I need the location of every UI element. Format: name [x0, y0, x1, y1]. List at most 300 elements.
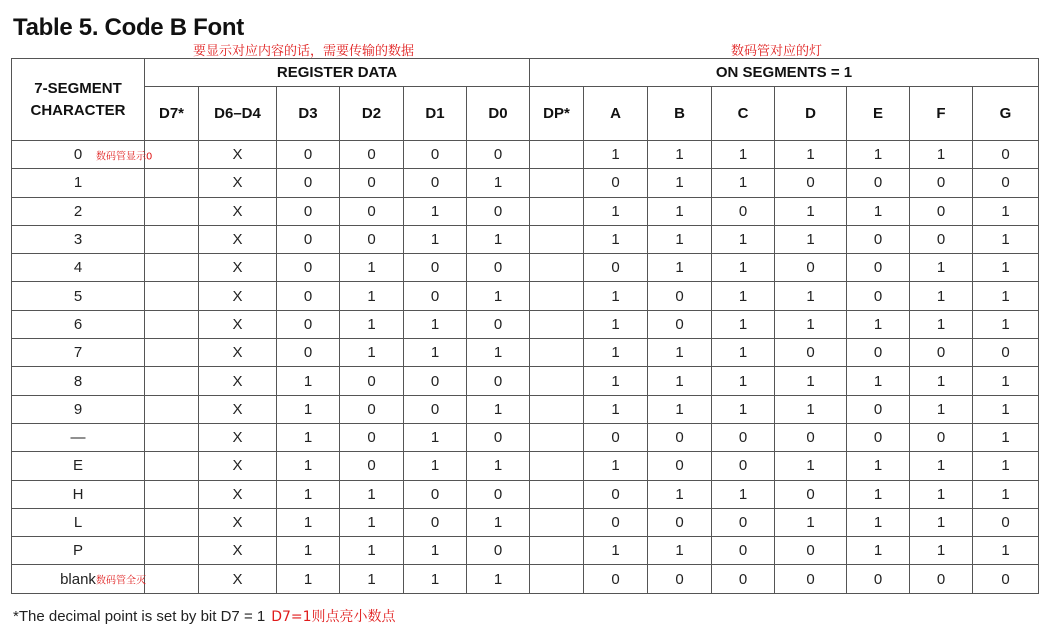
- data-cell: 0: [404, 282, 467, 310]
- data-cell: 1: [910, 480, 973, 508]
- data-cell: 0: [340, 367, 404, 395]
- character-header-line1: 7-SEGMENT: [34, 79, 122, 97]
- data-cell: [530, 197, 584, 225]
- data-cell: 1: [973, 254, 1039, 282]
- data-cell: 0: [847, 423, 910, 451]
- data-cell: [530, 537, 584, 565]
- data-cell: 0: [404, 141, 467, 169]
- data-cell: 0: [847, 282, 910, 310]
- data-cell: 1: [584, 395, 648, 423]
- data-cell: 0: [648, 423, 712, 451]
- data-cell: 0: [775, 565, 847, 593]
- character-cell: [12, 452, 145, 480]
- data-cell: [530, 254, 584, 282]
- data-cell: 1: [910, 310, 973, 338]
- data-cell: X: [199, 339, 277, 367]
- character-cell: [12, 508, 145, 536]
- column-header: A: [584, 87, 648, 141]
- character-value: E: [72, 457, 83, 475]
- table-row: [12, 169, 1039, 197]
- character-value: P: [72, 542, 83, 560]
- data-cell: 0: [277, 254, 340, 282]
- data-cell: 0: [584, 254, 648, 282]
- data-cell: X: [199, 452, 277, 480]
- data-cell: [530, 282, 584, 310]
- data-cell: 1: [973, 423, 1039, 451]
- data-cell: 1: [340, 480, 404, 508]
- data-cell: 1: [277, 537, 340, 565]
- data-cell: 0: [775, 254, 847, 282]
- data-cell: 1: [340, 565, 404, 593]
- character-cell: [12, 282, 145, 310]
- data-cell: 0: [467, 537, 530, 565]
- data-cell: 0: [648, 565, 712, 593]
- data-cell: 0: [404, 480, 467, 508]
- table-row: [12, 452, 1039, 480]
- footnote-annotation: D7=1则点亮小数点: [271, 609, 396, 625]
- data-cell: [145, 508, 199, 536]
- data-cell: 0: [847, 225, 910, 253]
- data-cell: 1: [277, 367, 340, 395]
- character-cell: [12, 565, 145, 593]
- character-header-line2: CHARACTER: [30, 101, 126, 119]
- character-cell: [12, 367, 145, 395]
- data-cell: 1: [910, 254, 973, 282]
- table-row: [12, 537, 1039, 565]
- data-cell: 0: [910, 565, 973, 593]
- character-value: H: [72, 485, 84, 503]
- data-cell: X: [199, 537, 277, 565]
- data-cell: [145, 395, 199, 423]
- data-cell: [530, 169, 584, 197]
- data-cell: 1: [467, 339, 530, 367]
- data-cell: 1: [277, 508, 340, 536]
- data-cell: 0: [340, 225, 404, 253]
- data-cell: 1: [712, 282, 775, 310]
- data-cell: 1: [910, 452, 973, 480]
- column-header: D1: [404, 87, 467, 141]
- data-cell: 0: [584, 565, 648, 593]
- data-cell: 0: [340, 169, 404, 197]
- table-row: [12, 480, 1039, 508]
- character-cell: [12, 537, 145, 565]
- data-cell: X: [199, 423, 277, 451]
- segments-annotation: 数码管对应的灯: [731, 44, 823, 59]
- data-cell: 1: [847, 452, 910, 480]
- character-value: 0: [73, 146, 83, 164]
- data-cell: 1: [910, 395, 973, 423]
- data-cell: [145, 339, 199, 367]
- data-cell: 0: [648, 452, 712, 480]
- data-cell: 1: [648, 395, 712, 423]
- character-value: 9: [73, 400, 83, 418]
- data-cell: 1: [404, 225, 467, 253]
- data-cell: [530, 310, 584, 338]
- data-cell: 0: [648, 508, 712, 536]
- data-cell: [145, 565, 199, 593]
- data-cell: 1: [340, 508, 404, 536]
- data-cell: 0: [712, 452, 775, 480]
- character-cell: [12, 141, 153, 169]
- data-cell: 0: [775, 339, 847, 367]
- character-value: 6: [73, 315, 83, 333]
- data-cell: [145, 254, 199, 282]
- data-cell: X: [199, 254, 277, 282]
- character-value: —: [70, 429, 86, 447]
- data-cell: 1: [910, 367, 973, 395]
- data-cell: [530, 508, 584, 536]
- data-cell: 0: [404, 169, 467, 197]
- character-cell: [12, 310, 145, 338]
- character-value: 5: [73, 287, 83, 305]
- data-cell: [145, 197, 199, 225]
- character-header: [12, 59, 145, 141]
- data-cell: 1: [847, 367, 910, 395]
- data-cell: 1: [910, 537, 973, 565]
- data-cell: 0: [277, 225, 340, 253]
- data-cell: 0: [973, 565, 1039, 593]
- data-cell: 1: [775, 367, 847, 395]
- character-cell: [12, 254, 145, 282]
- data-cell: 0: [712, 537, 775, 565]
- data-cell: 1: [277, 480, 340, 508]
- data-cell: 1: [847, 537, 910, 565]
- data-cell: 1: [340, 310, 404, 338]
- table-body: [12, 141, 1039, 594]
- character-cell: [12, 395, 145, 423]
- data-cell: 0: [404, 508, 467, 536]
- data-cell: 0: [910, 225, 973, 253]
- data-cell: 1: [847, 197, 910, 225]
- data-cell: 0: [277, 169, 340, 197]
- data-cell: [145, 537, 199, 565]
- data-cell: [145, 367, 199, 395]
- data-cell: 0: [712, 423, 775, 451]
- data-cell: 0: [467, 141, 530, 169]
- data-cell: 1: [973, 282, 1039, 310]
- column-header: D2: [340, 87, 404, 141]
- data-cell: 1: [277, 423, 340, 451]
- data-cell: [145, 225, 199, 253]
- data-cell: 0: [910, 339, 973, 367]
- data-cell: 1: [712, 480, 775, 508]
- data-cell: 1: [910, 508, 973, 536]
- data-cell: 1: [584, 537, 648, 565]
- data-cell: 0: [467, 367, 530, 395]
- column-header: DP*: [530, 87, 584, 141]
- column-header: B: [648, 87, 712, 141]
- character-value: 8: [73, 372, 83, 390]
- data-cell: 1: [712, 339, 775, 367]
- data-cell: 0: [404, 254, 467, 282]
- data-cell: [530, 565, 584, 593]
- data-cell: 1: [775, 395, 847, 423]
- data-cell: 0: [340, 452, 404, 480]
- data-cell: 1: [404, 565, 467, 593]
- data-cell: 0: [277, 310, 340, 338]
- table-row: [12, 395, 1039, 423]
- data-cell: 1: [584, 141, 648, 169]
- data-cell: X: [199, 367, 277, 395]
- table-row: [12, 225, 1039, 253]
- column-header: G: [973, 87, 1039, 141]
- data-cell: 1: [404, 310, 467, 338]
- data-cell: 1: [648, 254, 712, 282]
- data-cell: 0: [910, 197, 973, 225]
- data-cell: 0: [775, 480, 847, 508]
- data-cell: 1: [404, 537, 467, 565]
- data-cell: 1: [973, 452, 1039, 480]
- table-row: [12, 310, 1039, 338]
- data-cell: 0: [648, 310, 712, 338]
- data-cell: 0: [775, 169, 847, 197]
- data-cell: [145, 423, 199, 451]
- data-cell: 1: [712, 141, 775, 169]
- data-cell: 0: [775, 537, 847, 565]
- footnote-text: *The decimal point is set by bit D7 = 1: [13, 608, 266, 625]
- table-row: [12, 141, 1039, 169]
- table-row: [12, 367, 1039, 395]
- footnote: [13, 606, 396, 626]
- data-cell: X: [199, 282, 277, 310]
- data-cell: 1: [712, 225, 775, 253]
- data-cell: 0: [973, 141, 1039, 169]
- data-cell: 0: [847, 339, 910, 367]
- data-cell: 1: [973, 197, 1039, 225]
- data-cell: 1: [277, 452, 340, 480]
- data-cell: 1: [973, 480, 1039, 508]
- data-cell: 1: [648, 141, 712, 169]
- data-cell: 0: [340, 141, 404, 169]
- data-cell: [145, 452, 199, 480]
- character-cell: [12, 339, 145, 367]
- data-cell: 1: [712, 367, 775, 395]
- data-cell: 0: [467, 310, 530, 338]
- data-cell: X: [199, 225, 277, 253]
- data-cell: 1: [775, 141, 847, 169]
- data-cell: 0: [584, 169, 648, 197]
- character-cell: [12, 225, 145, 253]
- data-cell: 1: [584, 367, 648, 395]
- data-cell: 1: [584, 197, 648, 225]
- column-header: E: [847, 87, 910, 141]
- data-cell: 1: [648, 197, 712, 225]
- data-cell: 1: [584, 310, 648, 338]
- data-cell: X: [199, 395, 277, 423]
- data-cell: 1: [467, 395, 530, 423]
- data-cell: 0: [277, 197, 340, 225]
- data-cell: [530, 367, 584, 395]
- column-header: D6–D4: [199, 87, 277, 141]
- data-cell: [530, 452, 584, 480]
- data-cell: [145, 141, 199, 169]
- column-header-row: [12, 87, 1039, 141]
- data-cell: 0: [467, 254, 530, 282]
- data-cell: 1: [775, 225, 847, 253]
- column-header: D0: [467, 87, 530, 141]
- table-row: [12, 423, 1039, 451]
- data-cell: 0: [584, 423, 648, 451]
- data-cell: 1: [910, 141, 973, 169]
- data-cell: 0: [584, 480, 648, 508]
- data-cell: 1: [467, 508, 530, 536]
- data-cell: 1: [775, 452, 847, 480]
- data-cell: 1: [584, 452, 648, 480]
- data-cell: 0: [340, 197, 404, 225]
- data-cell: X: [199, 169, 277, 197]
- data-cell: X: [199, 197, 277, 225]
- data-cell: 1: [847, 480, 910, 508]
- data-cell: 1: [973, 367, 1039, 395]
- data-cell: 1: [712, 310, 775, 338]
- data-cell: 1: [648, 480, 712, 508]
- table-row: [12, 339, 1039, 367]
- on-segments-header: ON SEGMENTS = 1: [530, 59, 1039, 87]
- data-cell: 0: [712, 508, 775, 536]
- data-cell: 0: [340, 395, 404, 423]
- data-cell: 1: [973, 310, 1039, 338]
- data-cell: [530, 423, 584, 451]
- column-header: D7*: [145, 87, 199, 141]
- data-cell: 1: [340, 339, 404, 367]
- data-cell: 1: [712, 169, 775, 197]
- data-cell: 1: [584, 339, 648, 367]
- data-cell: 0: [847, 169, 910, 197]
- data-cell: 1: [404, 423, 467, 451]
- data-cell: 0: [973, 508, 1039, 536]
- data-cell: [530, 480, 584, 508]
- data-cell: 1: [584, 282, 648, 310]
- data-cell: 1: [404, 339, 467, 367]
- data-cell: X: [199, 310, 277, 338]
- data-cell: 1: [847, 141, 910, 169]
- data-cell: X: [199, 508, 277, 536]
- data-cell: 1: [340, 537, 404, 565]
- data-cell: 0: [277, 339, 340, 367]
- data-cell: 0: [712, 565, 775, 593]
- table-row: [12, 508, 1039, 536]
- data-cell: 0: [973, 169, 1039, 197]
- data-cell: 1: [775, 310, 847, 338]
- data-cell: 1: [648, 537, 712, 565]
- character-value: 1: [73, 174, 83, 192]
- data-cell: 1: [712, 395, 775, 423]
- data-cell: [145, 480, 199, 508]
- data-cell: 0: [648, 282, 712, 310]
- data-cell: [530, 395, 584, 423]
- data-cell: 1: [277, 565, 340, 593]
- data-cell: 1: [973, 225, 1039, 253]
- data-cell: [530, 141, 584, 169]
- data-cell: 1: [910, 282, 973, 310]
- data-cell: [145, 282, 199, 310]
- data-cell: 1: [467, 282, 530, 310]
- data-cell: 1: [340, 282, 404, 310]
- data-cell: 1: [847, 310, 910, 338]
- register-annotation: 要显示对应内容的话，需要传输的数据: [193, 44, 415, 59]
- data-cell: 1: [847, 508, 910, 536]
- column-header: D: [775, 87, 847, 141]
- data-cell: 0: [775, 423, 847, 451]
- data-cell: 1: [648, 225, 712, 253]
- data-cell: 1: [648, 339, 712, 367]
- data-cell: 0: [712, 197, 775, 225]
- data-cell: 1: [775, 197, 847, 225]
- group-header-row: [12, 59, 1039, 87]
- data-cell: 0: [467, 423, 530, 451]
- column-header: D3: [277, 87, 340, 141]
- data-cell: X: [199, 565, 277, 593]
- table-row: [12, 254, 1039, 282]
- data-cell: 0: [910, 169, 973, 197]
- data-cell: 0: [467, 480, 530, 508]
- character-cell: [12, 423, 145, 451]
- code-b-font-table: [11, 58, 1039, 594]
- data-cell: 1: [775, 282, 847, 310]
- data-cell: [530, 339, 584, 367]
- data-cell: 1: [467, 225, 530, 253]
- data-cell: 1: [775, 508, 847, 536]
- character-annotation: 数码管显示0: [96, 151, 153, 163]
- character-cell: [12, 169, 145, 197]
- data-cell: X: [199, 141, 277, 169]
- data-cell: 0: [847, 254, 910, 282]
- data-cell: X: [199, 480, 277, 508]
- data-cell: 0: [404, 395, 467, 423]
- data-cell: [145, 169, 199, 197]
- data-cell: 1: [277, 395, 340, 423]
- data-cell: 0: [847, 565, 910, 593]
- table-row: [12, 197, 1039, 225]
- data-cell: 1: [467, 169, 530, 197]
- data-cell: [530, 225, 584, 253]
- data-cell: 1: [712, 254, 775, 282]
- data-cell: 1: [973, 537, 1039, 565]
- data-cell: 1: [404, 452, 467, 480]
- column-header: C: [712, 87, 775, 141]
- table-row: [12, 282, 1039, 310]
- data-cell: [145, 310, 199, 338]
- character-value: 4: [73, 259, 83, 277]
- data-cell: 0: [404, 367, 467, 395]
- page-title: Table 5. Code B Font: [13, 14, 244, 41]
- data-cell: 1: [340, 254, 404, 282]
- data-cell: 1: [467, 565, 530, 593]
- data-cell: 0: [847, 395, 910, 423]
- table-row: [12, 565, 1039, 593]
- character-cell: [12, 480, 145, 508]
- data-cell: 1: [467, 452, 530, 480]
- data-cell: 0: [277, 282, 340, 310]
- character-annotation: 数码管全灭: [96, 575, 146, 587]
- character-value: 7: [73, 344, 83, 362]
- data-cell: 0: [973, 339, 1039, 367]
- character-value: blank: [60, 570, 96, 588]
- character-cell: [12, 197, 145, 225]
- data-cell: 1: [973, 395, 1039, 423]
- character-value: 2: [73, 202, 83, 220]
- character-value: L: [73, 514, 83, 531]
- data-cell: 1: [648, 169, 712, 197]
- register-data-header: REGISTER DATA: [145, 59, 530, 87]
- data-cell: 1: [404, 197, 467, 225]
- data-cell: 1: [648, 367, 712, 395]
- data-cell: 0: [340, 423, 404, 451]
- data-cell: 0: [277, 141, 340, 169]
- data-cell: 0: [584, 508, 648, 536]
- character-value: 3: [73, 231, 83, 249]
- data-cell: 1: [584, 225, 648, 253]
